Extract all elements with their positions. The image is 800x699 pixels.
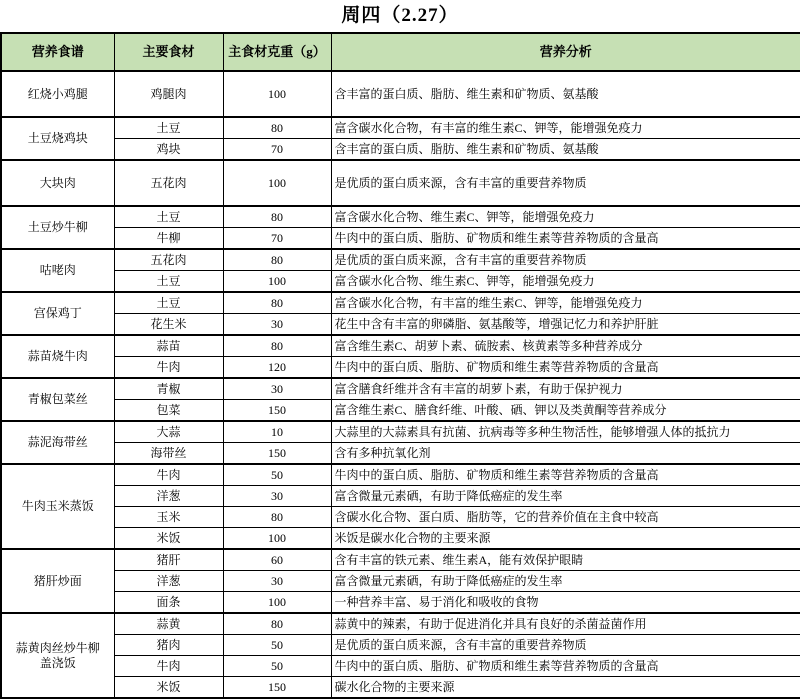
table-header bbox=[1, 33, 800, 71]
ingredient-cell: 蒜黄 bbox=[114, 613, 223, 635]
ingredient-cell: 米饭 bbox=[114, 528, 223, 550]
table-row bbox=[1, 160, 800, 206]
analysis-cell: 富含维生素C、膳食纤维、叶酸、硒、钾以及类黄酮等营养成分 bbox=[331, 400, 800, 422]
ingredient-cell: 鸡腿肉 bbox=[114, 71, 223, 117]
analysis-cell: 牛肉中的蛋白质、脂肪、矿物质和维生素等营养物质的含量高 bbox=[331, 228, 800, 250]
dish-name-cell: 蒜泥海带丝 bbox=[1, 421, 114, 464]
weight-cell: 60 bbox=[223, 549, 331, 571]
weight-cell: 30 bbox=[223, 314, 331, 336]
table-row bbox=[1, 292, 800, 314]
dish-name-cell: 土豆炒牛柳 bbox=[1, 206, 114, 249]
weight-cell: 150 bbox=[223, 677, 331, 699]
table-row bbox=[1, 464, 800, 486]
weight-cell: 150 bbox=[223, 400, 331, 422]
table-row bbox=[1, 613, 800, 635]
table-row bbox=[1, 528, 800, 550]
weight-cell: 80 bbox=[223, 613, 331, 635]
ingredient-cell: 洋葱 bbox=[114, 571, 223, 592]
table-row bbox=[1, 486, 800, 507]
analysis-cell: 是优质的蛋白质来源，含有丰富的重要营养物质 bbox=[331, 249, 800, 271]
weight-cell: 80 bbox=[223, 507, 331, 528]
dish-name-cell: 宫保鸡丁 bbox=[1, 292, 114, 335]
ingredient-cell: 青椒 bbox=[114, 378, 223, 400]
weight-cell: 100 bbox=[223, 160, 331, 206]
ingredient-cell: 牛柳 bbox=[114, 228, 223, 250]
weight-cell: 120 bbox=[223, 357, 331, 379]
analysis-cell: 牛肉中的蛋白质、脂肪、矿物质和维生素等营养物质的含量高 bbox=[331, 357, 800, 379]
ingredient-cell: 土豆 bbox=[114, 292, 223, 314]
weight-cell: 80 bbox=[223, 117, 331, 139]
analysis-cell: 富含碳水化合物，有丰富的维生素C、钾等，能增强免疫力 bbox=[331, 117, 800, 139]
analysis-cell: 牛肉中的蛋白质、脂肪、矿物质和维生素等营养物质的含量高 bbox=[331, 656, 800, 677]
analysis-cell: 含有丰富的铁元素、维生素A，能有效保护眼睛 bbox=[331, 549, 800, 571]
weight-cell: 70 bbox=[223, 228, 331, 250]
dish-name-cell: 咕咾肉 bbox=[1, 249, 114, 292]
analysis-cell: 含碳水化合物、蛋白质、脂肪等，它的营养价值在主食中较高 bbox=[331, 507, 800, 528]
ingredient-cell: 牛肉 bbox=[114, 464, 223, 486]
ingredient-cell: 米饭 bbox=[114, 677, 223, 699]
dish-name-cell: 牛肉玉米蒸饭 bbox=[1, 464, 114, 549]
ingredient-cell: 鸡块 bbox=[114, 139, 223, 161]
col-header-weight: 主食材克重（g） bbox=[223, 33, 331, 71]
table-row bbox=[1, 335, 800, 357]
analysis-cell: 蒜黄中的辣素，有助于促进消化并具有良好的杀菌益菌作用 bbox=[331, 613, 800, 635]
analysis-cell: 一种营养丰富、易于消化和吸收的食物 bbox=[331, 592, 800, 614]
ingredient-cell: 土豆 bbox=[114, 117, 223, 139]
weight-cell: 30 bbox=[223, 486, 331, 507]
weight-cell: 100 bbox=[223, 271, 331, 293]
weight-cell: 80 bbox=[223, 335, 331, 357]
analysis-cell: 碳水化合物的主要来源 bbox=[331, 677, 800, 699]
col-header-analysis: 营养分析 bbox=[331, 33, 800, 71]
table-row bbox=[1, 507, 800, 528]
ingredient-cell: 猪肉 bbox=[114, 635, 223, 656]
table-row bbox=[1, 228, 800, 250]
table-row bbox=[1, 571, 800, 592]
table-row bbox=[1, 271, 800, 293]
ingredient-cell: 面条 bbox=[114, 592, 223, 614]
page-title: 周四（2.27） bbox=[341, 5, 459, 26]
analysis-cell: 是优质的蛋白质来源，含有丰富的重要营养物质 bbox=[331, 635, 800, 656]
header-row bbox=[1, 33, 800, 71]
weight-cell: 30 bbox=[223, 378, 331, 400]
analysis-cell: 富含微量元素硒，有助于降低癌症的发生率 bbox=[331, 571, 800, 592]
table-row bbox=[1, 249, 800, 271]
ingredient-cell: 五花肉 bbox=[114, 160, 223, 206]
ingredient-cell: 牛肉 bbox=[114, 656, 223, 677]
ingredient-cell: 猪肝 bbox=[114, 549, 223, 571]
table-body bbox=[1, 71, 800, 698]
ingredient-cell: 包菜 bbox=[114, 400, 223, 422]
analysis-cell: 富含维生素C、胡萝卜素、硫胺素、核黄素等多种营养成分 bbox=[331, 335, 800, 357]
ingredient-cell: 海带丝 bbox=[114, 443, 223, 465]
ingredient-cell: 大蒜 bbox=[114, 421, 223, 443]
table-row bbox=[1, 656, 800, 677]
table-row bbox=[1, 71, 800, 117]
weight-cell: 150 bbox=[223, 443, 331, 465]
analysis-cell: 富含微量元素硒，有助于降低癌症的发生率 bbox=[331, 486, 800, 507]
analysis-cell: 含有多种抗氧化剂 bbox=[331, 443, 800, 465]
table-row bbox=[1, 549, 800, 571]
table-row bbox=[1, 421, 800, 443]
table-row bbox=[1, 677, 800, 699]
weight-cell: 50 bbox=[223, 635, 331, 656]
weight-cell: 10 bbox=[223, 421, 331, 443]
weight-cell: 100 bbox=[223, 592, 331, 614]
table-row bbox=[1, 314, 800, 336]
weight-cell: 30 bbox=[223, 571, 331, 592]
ingredient-cell: 牛肉 bbox=[114, 357, 223, 379]
weight-cell: 100 bbox=[223, 528, 331, 550]
table-row bbox=[1, 400, 800, 422]
dish-name-cell: 蒜黄肉丝炒牛柳盖浇饭 bbox=[1, 613, 114, 698]
analysis-cell: 富含碳水化合物、维生素C、钾等，能增强免疫力 bbox=[331, 206, 800, 228]
analysis-cell: 含丰富的蛋白质、脂肪、维生素和矿物质、氨基酸 bbox=[331, 139, 800, 161]
dish-name-cell: 土豆烧鸡块 bbox=[1, 117, 114, 160]
dish-name-cell: 红烧小鸡腿 bbox=[1, 71, 114, 117]
analysis-cell: 牛肉中的蛋白质、脂肪、矿物质和维生素等营养物质的含量高 bbox=[331, 464, 800, 486]
table-row bbox=[1, 443, 800, 465]
dish-name-cell: 蒜苗烧牛肉 bbox=[1, 335, 114, 378]
table-row bbox=[1, 206, 800, 228]
col-header-ingredient: 主要食材 bbox=[114, 33, 223, 71]
dish-name-cell: 青椒包菜丝 bbox=[1, 378, 114, 421]
table-row bbox=[1, 592, 800, 614]
analysis-cell: 富含碳水化合物、维生素C、钾等，能增强免疫力 bbox=[331, 271, 800, 293]
analysis-cell: 富含碳水化合物，有丰富的维生素C、钾等，能增强免疫力 bbox=[331, 292, 800, 314]
analysis-cell: 含丰富的蛋白质、脂肪、维生素和矿物质、氨基酸 bbox=[331, 71, 800, 117]
ingredient-cell: 洋葱 bbox=[114, 486, 223, 507]
weight-cell: 80 bbox=[223, 292, 331, 314]
ingredient-cell: 蒜苗 bbox=[114, 335, 223, 357]
ingredient-cell: 五花肉 bbox=[114, 249, 223, 271]
analysis-cell: 大蒜里的大蒜素具有抗菌、抗病毒等多种生物活性，能够增强人体的抵抗力 bbox=[331, 421, 800, 443]
weight-cell: 50 bbox=[223, 656, 331, 677]
weight-cell: 70 bbox=[223, 139, 331, 161]
table-row bbox=[1, 635, 800, 656]
ingredient-cell: 玉米 bbox=[114, 507, 223, 528]
ingredient-cell: 土豆 bbox=[114, 206, 223, 228]
ingredient-cell: 花生米 bbox=[114, 314, 223, 336]
analysis-cell: 花生中含有丰富的卵磷脂、氨基酸等，增强记忆力和养护肝脏 bbox=[331, 314, 800, 336]
analysis-cell: 富含膳食纤维并含有丰富的胡萝卜素，有助于保护视力 bbox=[331, 378, 800, 400]
col-header-recipe: 营养食谱 bbox=[1, 33, 114, 71]
analysis-cell: 米饭是碳水化合物的主要来源 bbox=[331, 528, 800, 550]
analysis-cell: 是优质的蛋白质来源，含有丰富的重要营养物质 bbox=[331, 160, 800, 206]
weight-cell: 50 bbox=[223, 464, 331, 486]
weight-cell: 100 bbox=[223, 71, 331, 117]
nutrition-menu-table bbox=[0, 32, 800, 699]
table-row bbox=[1, 378, 800, 400]
table-row bbox=[1, 139, 800, 161]
weight-cell: 80 bbox=[223, 249, 331, 271]
dish-name-cell: 大块肉 bbox=[1, 160, 114, 206]
table-row bbox=[1, 117, 800, 139]
weight-cell: 80 bbox=[223, 206, 331, 228]
ingredient-cell: 土豆 bbox=[114, 271, 223, 293]
table-row bbox=[1, 357, 800, 379]
dish-name-cell: 猪肝炒面 bbox=[1, 549, 114, 613]
